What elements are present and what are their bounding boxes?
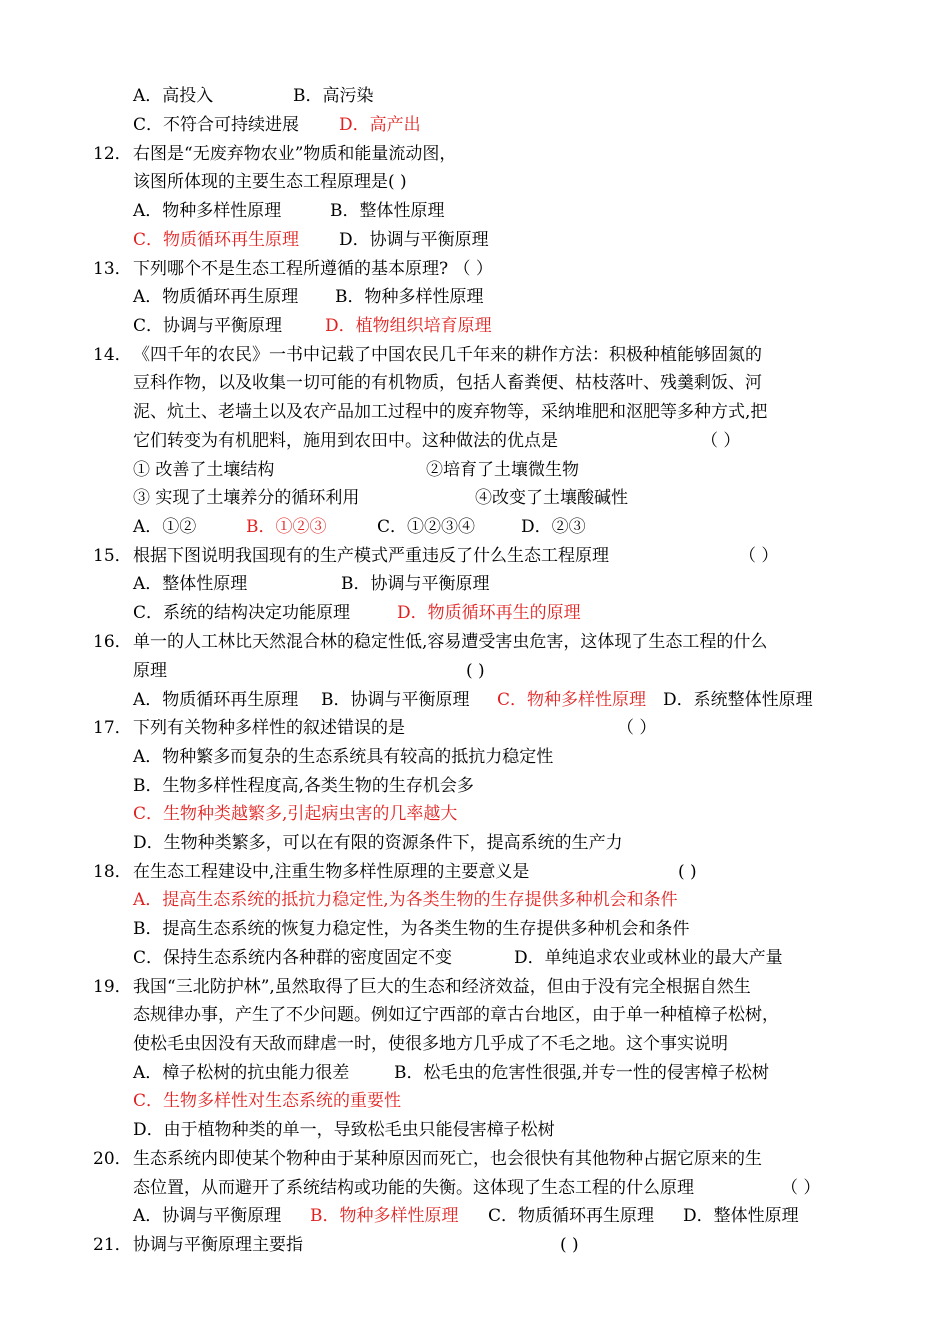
q16-stem-line1: 单一的人工林比天然混合林的稳定性低,容易遭受害虫危害，这体现了生态工程的什么: [133, 632, 768, 652]
q17-option-b: B．生物多样性程度高,各类生物的生存机会多: [133, 776, 474, 796]
q12-stem-line1: 右图是“无废弃物农业”物质和能量流动图，: [133, 144, 457, 164]
q16-option-b: B．协调与平衡原理: [321, 690, 470, 710]
q16-stem-tail: 原理: [133, 661, 167, 681]
q16-option-d: D．系统整体性原理: [663, 690, 813, 710]
q19-option-c-answer: C．生物多样性对生态系统的重要性: [133, 1091, 402, 1111]
q19-stem-line3: 使松毛虫因没有天敌而肆虐一时，使很多地方几乎成了不毛之地。这个事实说明: [133, 1034, 728, 1054]
q14-stem-line3: 泥、炕土、老墙土以及农产品加工过程中的废弃物等，采纳堆肥和沤肥等多种方式,把: [133, 402, 768, 422]
q14-option-d: D．②③: [521, 517, 586, 537]
q16-answer-blank: ( ): [466, 661, 485, 681]
q14-option-b-answer: B．①②③: [246, 517, 327, 537]
q19-number: 19．: [93, 977, 132, 997]
q19-stem-line1: 我国“三北防护林”,虽然取得了巨大的生态和经济效益，但由于没有完全根据自然生: [133, 977, 751, 997]
q17-answer-blank: （ ）: [617, 718, 657, 738]
q14-stem-line2: 豆科作物，以及收集一切可能的有机物质，包括人畜粪便、枯枝落叶、残羹剩饭、河: [133, 373, 762, 393]
q17-option-a: A．物种繁多而复杂的生态系统具有较高的抵抗力稳定性: [133, 747, 554, 767]
q12-number: 12．: [93, 144, 132, 164]
q13-number: 13．: [93, 259, 132, 279]
q17-option-d: D．生物种类繁多，可以在有限的资源条件下，提高系统的生产力: [133, 833, 623, 853]
q18-stem: 在生态工程建设中,注重生物多样性原理的主要意义是: [133, 862, 530, 882]
q12-option-d: D．协调与平衡原理: [339, 230, 489, 250]
q11-option-b: B．高污染: [293, 86, 374, 106]
q20-stem-text: 态位置，从而避开了系统结构或功能的失衡。这体现了生态工程的什么原理: [133, 1178, 694, 1198]
q15-option-a: A．整体性原理: [133, 574, 248, 594]
q12-stem-line2: 该图所体现的主要生态工程原理是( ): [133, 172, 407, 192]
q14-stem-line1: 《四千年的农民》一书中记载了中国农民几千年来的耕作方法：积极种植能够固氮的: [133, 345, 762, 365]
q19-option-d: D．由于植物种类的单一，导致松毛虫只能侵害樟子松树: [133, 1120, 555, 1140]
q18-answer-blank: ( ): [678, 862, 697, 882]
q16-option-a: A．物质循环再生原理: [133, 690, 299, 710]
q17-option-c-answer: C．生物种类越繁多,引起病虫害的几率越大: [133, 804, 458, 824]
q21-stem: 协调与平衡原理主要指: [133, 1235, 303, 1255]
q20-option-d: D．整体性原理: [683, 1206, 799, 1226]
q14-number: 14．: [93, 345, 132, 365]
q14-option-a: A．①②: [133, 517, 197, 537]
q18-option-d: D．单纯追求农业或林业的最大产量: [514, 948, 783, 968]
q12-option-a: A．物种多样性原理: [133, 201, 282, 221]
q14-item-2: ②培育了土壤微生物: [426, 460, 579, 480]
q21-answer-blank: ( ): [560, 1235, 579, 1255]
q17-number: 17．: [93, 718, 132, 738]
q15-answer-blank: （ ）: [739, 546, 779, 566]
q18-option-b: B．提高生态系统的恢复力稳定性，为各类生物的生存提供多种机会和条件: [133, 919, 690, 939]
q14-stem-text: 它们转变为有机肥料，施用到农田中。这种做法的优点是: [133, 431, 558, 451]
q12-option-b: B．整体性原理: [330, 201, 445, 221]
q13-option-d-answer: D．植物组织培育原理: [325, 316, 492, 336]
q18-option-a-answer: A．提高生态系统的抵抗力稳定性,为各类生物的生存提供多种机会和条件: [133, 890, 678, 910]
q14-item-3: ③ 实现了土壤养分的循环利用: [133, 488, 360, 508]
q19-stem-line2: 态规律办事，产生了不少问题。例如辽宁西部的章古台地区，由于单一种植樟子松树，: [133, 1005, 779, 1025]
q20-stem-line1: 生态系统内即使某个物种由于某种原因而死亡，也会很快有其他物种占据它原来的生: [133, 1149, 762, 1169]
q15-option-d-answer: D．物质循环再生的原理: [397, 603, 581, 623]
q11-option-a: A．高投入: [133, 86, 214, 106]
q16-number: 16．: [93, 632, 132, 652]
q16-option-c-answer: C．物种多样性原理: [497, 690, 647, 710]
q14-option-c: C．①②③④: [377, 517, 476, 537]
q19-option-a: A．樟子松树的抗虫能力很差: [133, 1063, 350, 1083]
q14-item-1: ① 改善了土壤结构: [133, 460, 275, 480]
q11-option-c: C．不符合可持续进展: [133, 115, 300, 135]
q18-option-c: C．保持生态系统内各种群的密度固定不变: [133, 948, 453, 968]
q13-stem: 下列哪个不是生态工程所遵循的基本原理? （ ）: [133, 259, 493, 279]
q21-number: 21．: [93, 1235, 132, 1255]
q13-option-c: C．协调与平衡原理: [133, 316, 283, 336]
q11-option-d-answer: D．高产出: [339, 115, 421, 135]
q20-number: 20．: [93, 1149, 132, 1169]
q13-option-a: A．物质循环再生原理: [133, 287, 299, 307]
q14-answer-blank: （ ）: [701, 431, 741, 451]
q20-option-b-answer: B．物种多样性原理: [310, 1206, 459, 1226]
q15-option-c: C．系统的结构决定功能原理: [133, 603, 351, 623]
q20-answer-blank: （ ）: [781, 1178, 821, 1198]
q17-stem: 下列有关物种多样性的叙述错误的是: [133, 718, 405, 738]
q18-number: 18．: [93, 862, 132, 882]
q14-item-4: ④改变了土壤酸碱性: [475, 488, 628, 508]
q20-option-c: C．物质循环再生原理: [488, 1206, 655, 1226]
q13-option-b: B．物种多样性原理: [335, 287, 484, 307]
q19-option-b: B．松毛虫的危害性很强,并专一性的侵害樟子松树: [394, 1063, 769, 1083]
q20-option-a: A．协调与平衡原理: [133, 1206, 282, 1226]
q15-number: 15．: [93, 546, 132, 566]
q12-option-c-answer: C．物质循环再生原理: [133, 230, 300, 250]
q15-stem: 根据下图说明我国现有的生产模式严重违反了什么生态工程原理: [133, 546, 609, 566]
q15-option-b: B．协调与平衡原理: [341, 574, 490, 594]
